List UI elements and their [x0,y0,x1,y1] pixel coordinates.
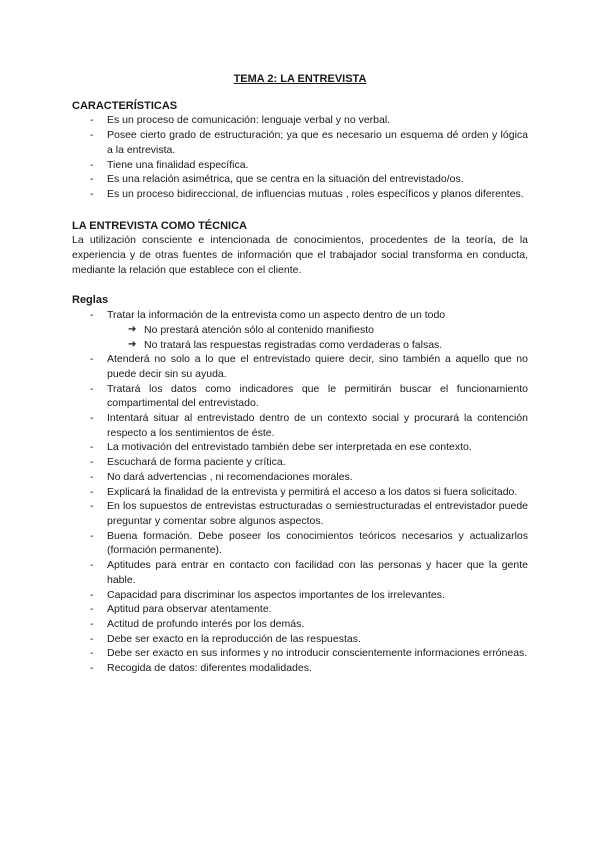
list-item: - Buena formación. Debe poseer los conocimientos teóricos necesarios y actualizarlos (formación permanente). [72,529,528,558]
list-item: - Posee cierto grado de estructuración; ya que es necesario un esquema dé orden y lógica a la entrevista. [72,128,528,157]
list-item: - Explicará la finalidad de la entrevista y permitirá el acceso a los datos si fuera solicitado. [72,485,528,500]
list-item: - Es un proceso bidireccional, de influencias mutuas , roles específicos y planos diferentes. [72,187,528,202]
list-item: - Capacidad para discriminar los aspectos importantes de los irrelevantes. [72,588,528,603]
section-spacer [72,202,528,219]
list-item: - Tratará los datos como indicadores que le permitirán buscar el funcionamiento compartimental del entrevistado. [72,382,528,411]
list-item: - Recogida de datos: diferentes modalidades. [72,661,528,676]
caracteristicas-list [72,113,528,201]
list-item: - Aptitud para observar atentamente. [72,602,528,617]
arrow-list-item: ➔ No prestará atención sólo al contenido manifiesto [72,323,528,338]
page-title: TEMA 2: LA ENTREVISTA [233,73,367,85]
reglas-list [72,308,528,676]
list-item: - Atenderá no solo a lo que el entrevistado quiere decir, sino también a aquello que no puede decir sin su ayuda. [72,352,528,381]
list-item: - Tiene una finalidad específica. [72,158,528,173]
list-item: - Es una relación asimétrica, que se centra en la situación del entrevistado/os. [72,172,528,187]
caracteristicas-heading: CARACTERÍSTICAS [72,99,178,112]
list-item: - Aptitudes para entrar en contacto con facilidad con las personas y hacer que la gente hable. [72,558,528,587]
list-item: - Es un proceso de comunicación: lenguaje verbal y no verbal. [72,113,528,128]
list-item: - Debe ser exacto en la reproducción de las respuestas. [72,632,528,647]
tecnica-heading: LA ENTREVISTA COMO TÉCNICA [72,219,247,232]
list-item: - Actitud de profundo interés por los demás. [72,617,528,632]
section-spacer [72,277,528,293]
reglas-heading: Reglas [72,294,109,307]
list-item: - En los supuestos de entrevistas estructuradas o semiestructuradas el entrevistador puede preguntar y comentar sobre algunos aspectos. [72,499,528,528]
list-item: - No dará advertencias , ni recomendaciones morales. [72,470,528,485]
list-item: - Tratar la información de la entrevista como un aspecto dentro de un todo [72,308,528,323]
arrow-list-item: ➔ No tratará las respuestas registradas como verdaderas o falsas. [72,338,528,353]
list-item: - La motivación del entrevistado también debe ser interpretada en ese contexto. [72,440,528,455]
list-item: - Escuchará de forma paciente y crítica. [72,455,528,470]
tecnica-paragraph: La utilización consciente e intencionada de conocimientos, procedentes de la teoría, de la experiencia y de otras fuentes de información que el trabajador social transforma en conducta, mediante la relación que establece con el cliente. [72,234,528,276]
list-item: - Intentará situar al entrevistado dentro de un contexto social y procurará la contención respecto a los sentimientos de éste. [72,411,528,440]
list-item: - Debe ser exacto en sus informes y no introducir conscientemente informaciones erróneas. [72,646,528,661]
